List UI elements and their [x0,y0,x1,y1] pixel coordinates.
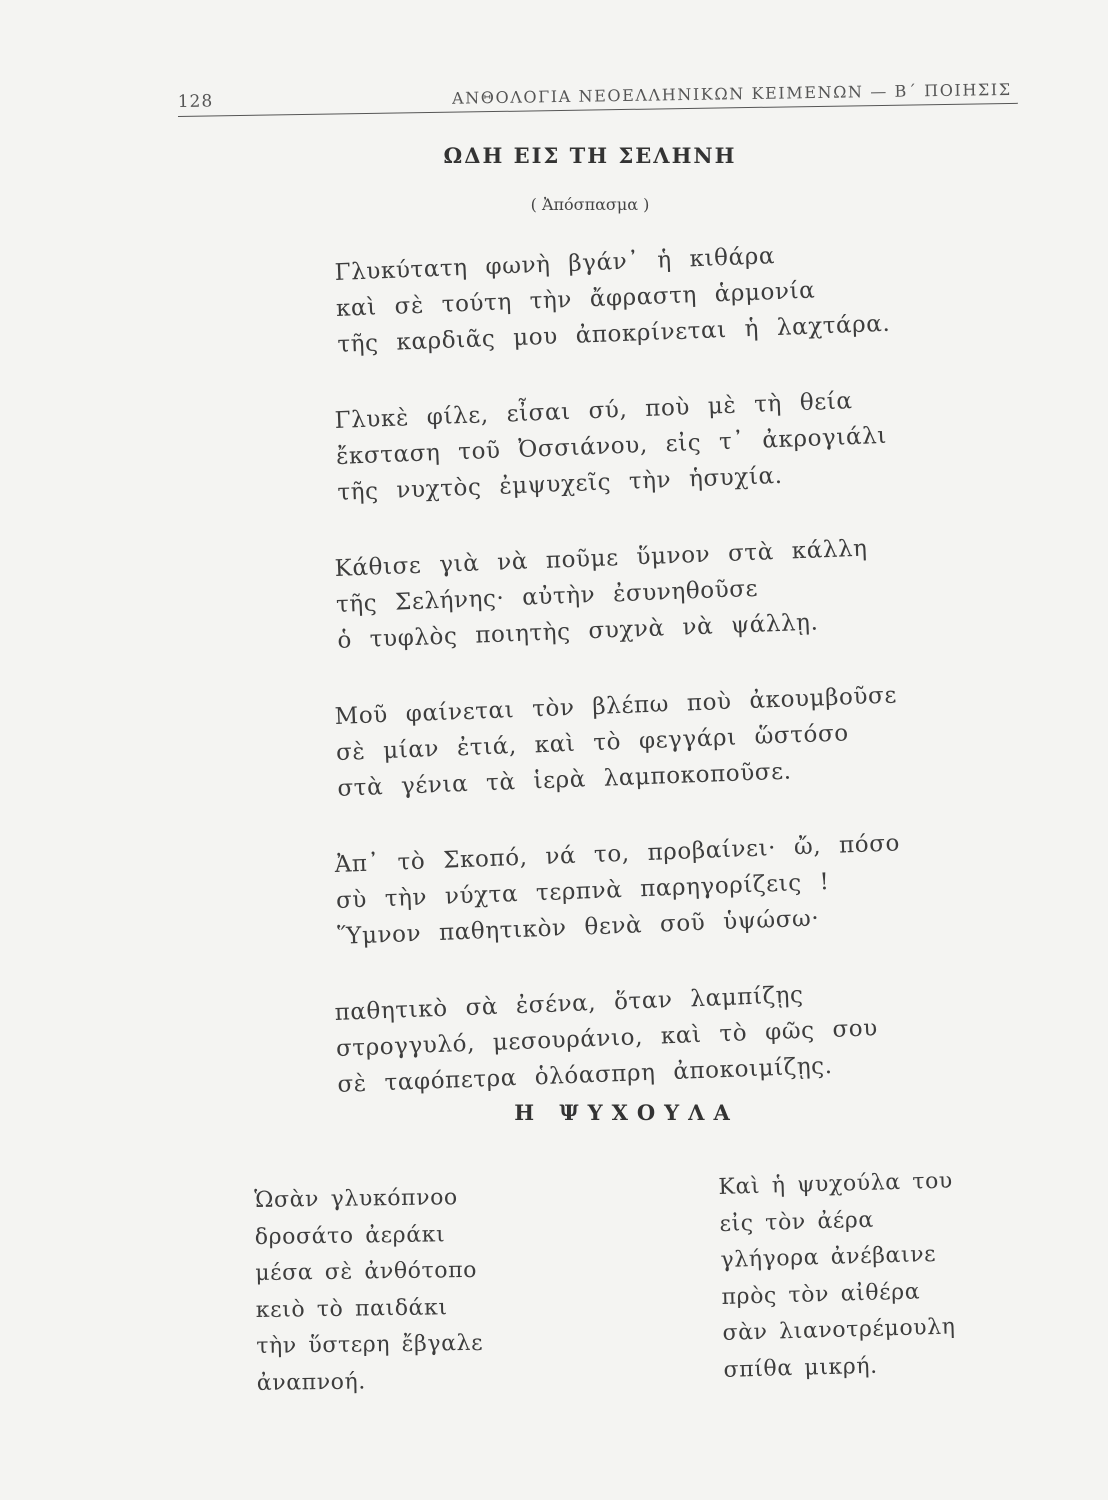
verse-line: σπίθα μικρή. [723,1353,879,1383]
poem-body-ode-to-moon [334,243,974,1143]
poem-column-left [254,1179,557,1402]
verse-line: τῆς Σελήνης· αὐτὴν ἐσυνηθοῦσε [335,575,759,618]
verse-line: εἰς τὸν ἀέρα [719,1207,875,1237]
page-number: 128 [177,91,214,113]
verse-line: ὁ τυφλὸς ποιητὴς συχνὰ νὰ ψάλλῃ. [336,609,819,654]
verse-line: σὲ μίαν ἐτιά, καὶ τὸ φεγγάρι ὥστόσο [335,720,850,766]
stanza [334,526,978,658]
verse-line: Ὕμνον παθητικὸν θενὰ σοῦ ὑψώσω· [336,905,820,950]
poem-column-right [718,1162,1024,1389]
verse-line: στρογγυλό, μεσουράνιο, καὶ τὸ φῶς σου [335,1015,879,1062]
verse-line: κειὸ τὸ παιδάκι [255,1294,448,1323]
verse-line: Γλυκὲ φίλε, εἶσαι σύ, ποὺ μὲ τὴ θεία [334,388,853,434]
verse-line: ἔκσταση τοῦ Ὀσσιάνου, εἰς τ᾽ ἀκρογιάλι [335,422,888,470]
verse-line: παθητικὸ σὰ ἐσένα, ὅταν λαμπίζῃς [334,981,804,1026]
poem-title-ode-to-moon: ΩΔΗ ΕΙΣ ΤΗ ΣΕΛΗΝΗ [443,143,737,168]
stanza [334,230,978,362]
verse-line: Κάθισε γιὰ νὰ ποῦμε ὕμνον στὰ κάλλη [334,535,869,582]
verse-line: ἀναπνοή. [256,1368,367,1396]
verse-line: σὲ ταφόπετρα ὁλόασπρη ἀποκοιμίζῃς. [336,1052,834,1098]
poem-subtitle-excerpt: ( Ἀπόσπασμα ) [530,195,650,214]
stanza [334,970,978,1102]
stanza [334,674,978,806]
poem-title-psychoula: Η ΨΥΧΟΥΛΑ [514,1100,739,1125]
verse-line: δροσάτο ἀεράκι [254,1221,446,1250]
verse-line: σὺ τὴν νύχτα τερπνὰ παρηγορίζεις ! [335,869,830,914]
running-title: ΑΝΘΟΛΟΓΙΑ ΝΕΟΕΛΛΗΝΙΚΩΝ ΚΕΙΜΕΝΩΝ — Β΄ ΠΟΙΗΣΙΣ [451,79,1012,108]
stanza [334,378,978,510]
verse-line: Μοῦ φαίνεται τὸν βλέπω ποὺ ἀκουμβοῦσε [334,682,898,730]
verse-line: Ὡσὰν γλυκόπνοο [254,1185,458,1213]
stanza [334,822,978,954]
verse-line: τῆς καρδιᾶς μου ἀποκρίνεται ἡ λαχτάρα. [336,310,891,358]
verse-line: τὴν ὕστερη ἔβγαλε [256,1330,484,1359]
verse-line: Ἀπ᾽ τὸ Σκοπό, νά το, προβαίνει· ὤ, πόσο [334,830,901,878]
verse-line: σὰν λιανοτρέμουλη [722,1314,956,1346]
verse-line: γλήγορα ἀνέβαινε [720,1241,937,1273]
verse-line: μέσα σὲ ἀνθότοπο [255,1257,478,1286]
verse-line: Γλυκύτατη φωνὴ βγάν᾽ ἡ κιθάρα [334,243,776,286]
verse-line: στὰ γένια τὰ ἱερὰ λαμποκοποῦσε. [336,758,792,802]
verse-line: Καὶ ἡ ψυχούλα του [718,1168,954,1200]
running-header [177,59,1018,117]
verse-line: τῆς νυχτὸς ἐμψυχεῖς τὴν ἡσυχία. [336,462,784,506]
verse-line: καὶ σὲ τούτη τὴν ἄφραστη ἁρμονία [335,277,816,322]
verse-line: πρὸς τὸν αἰθέρα [721,1278,921,1310]
